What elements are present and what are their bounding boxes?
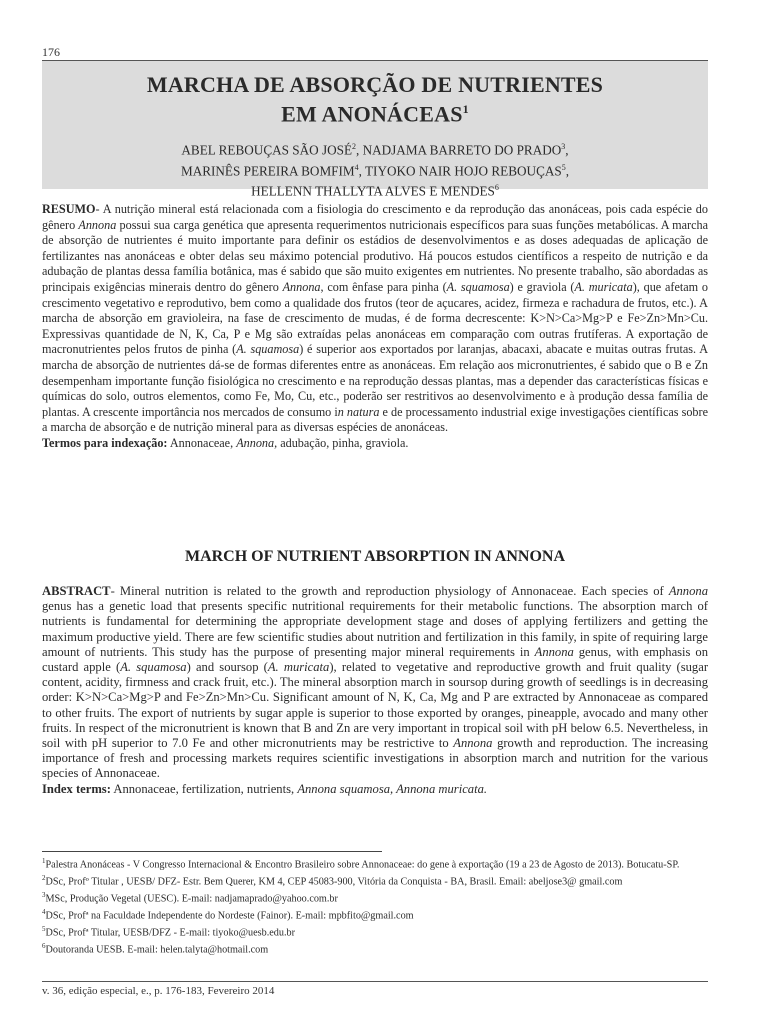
footnote-mark: 4 [42, 907, 46, 916]
footnote-mark: 5 [42, 924, 46, 933]
footnote-mark: 3 [42, 890, 46, 899]
abstract-text: ), related to vegetative and reproductive growth and fruit quality (sugar content, acidity, firmness and crack fruit, etc.). The mineral absorption march in soursop during growth of seedlings is in decreasing order: K>N>Ca>Mg>P and Fe>Zn>Mn>Cu. Significant amount of N, K, Ca, Mg and P are extracted by Annonaceae as compared to other fruits. The export of nutrients by sugar apple is superior to those exported by oranges, pineapple, avocado and many other fruits. In respect of the micronutrient is known that B and Zn are very important in tropical soil with pH below 6.5. Nevertheless, in soil with pH superior to 7.0 Fe and other micronutrients may be restrictive to [42, 660, 709, 751]
author-footnote-mark: 6 [494, 183, 499, 193]
author-footnote-mark: 4 [354, 162, 359, 172]
abstract-italic: Annona [453, 736, 493, 751]
resumo-text: , com ênfase para pinha ( [320, 279, 447, 294]
abstract-label: ABSTRACT [42, 584, 111, 598]
author-name: TIYOKO NAIR HOJO REBOUÇAS [365, 163, 562, 179]
footnote-text: DSc, Profª na Faculdade Independente do Nordeste (Fainor). E-mail: mpbfito@gmail.com [45, 910, 414, 922]
author-footnote-mark: 2 [352, 142, 356, 152]
footnote-item [42, 923, 708, 940]
title-line-1: MARCHA DE ABSORÇÃO DE NUTRIENTES [146, 72, 604, 97]
resumo-text: - A nutrição mineral está relacionada com a fisiologia do crescimento e da reprodução das anonáceas, pois cada espécie do gênero [42, 202, 708, 232]
author-footnote-mark: 3 [561, 142, 566, 152]
footnote-rule [42, 851, 382, 852]
footnote-text: Doutoranda UESB. E-mail: helen.talyta@hotmail.com [45, 944, 269, 956]
page-number: 176 [42, 45, 60, 59]
footnote-item [42, 855, 708, 872]
abstract-text: growth and reproduction. The increasing importance of fresh and processing markets requires scientific investigations in absorption march and nutrition for the various species of Annonaceae. [42, 736, 709, 781]
resumo-italic: Annona [282, 279, 321, 294]
index-terms: Annonaceae, fertilization, nutrients, [110, 781, 298, 796]
resumo-text: ) e graviola ( [509, 279, 575, 294]
resumo-italic: A. squamosa [446, 279, 510, 294]
footnote-text: DSc, Profº Titular , UESB/ DFZ- Estr. Bem Querer, KM 4, CEP 45083-900, Vitória da Conquista - BA, Brasil. Email: abeljose3@ gmail.com [45, 876, 623, 888]
author-separator: , [565, 163, 570, 179]
author-footnote-mark: 5 [561, 162, 566, 172]
resumo-italic: Annona [78, 217, 117, 232]
footnote-mark: 1 [42, 857, 46, 865]
index-terms-label: Index terms: [42, 781, 111, 796]
abstract-text: genus has a genetic load that presents specific nutritional requirements for their metabolic functions. The absorption march of nutrients is fundamental for determining the appropriate development stage and doses of applying fertilizers and getting the maximum productive yield. There are few scientific studies about nutrition and fertilization in this family, in spite of requiring large amount of nutrients. This study has the purpose of presenting major mineral requirements in [42, 599, 708, 659]
resumo-terms-label: Termos para indexação: [42, 435, 168, 450]
title-block [42, 61, 708, 199]
title-line-2: EM ANONÁCEAS [281, 101, 463, 127]
resumo-paragraph [42, 202, 708, 452]
resumo-text: e de processamento industrial exige investigações científicas sobre a marcha de absorção e de nutrição mineral para as diversas espécies de anonáceas. [42, 404, 708, 435]
abstract-italic: A. squamosa [120, 660, 187, 675]
resumo-text: ) é superior aos exportados por laranjas, abacaxi, abacate e muitas outras frutas. A marcha de absorção de nutrientes dá-se de formas diferentes entre as anonáceas. Em relação aos micronutrientes, é sabido que o B e Zn desempenham importante função fisiológica no crescimento e na reprodução dessas plantas, mas a depender das características físicas e químicas do solo, outros elementos, como Fe, Mo, Cu, etc., poderão ser restritivos ao desenvolvimento e à produção dessa família de plantas. A crescente importância nos mercados de consumo i [42, 342, 709, 419]
abstract-text: ) and soursop ( [186, 660, 268, 675]
index-terms-italic: Annona squamosa, Annona muricata. [297, 781, 488, 796]
footer-rule [42, 981, 708, 982]
author-list [42, 138, 708, 199]
author-separator: , [565, 142, 569, 158]
resumo-italic: A. squamosa [236, 342, 300, 357]
author-name: ABEL REBOUÇAS SÃO JOSÉ [181, 142, 352, 158]
article-title [42, 73, 708, 126]
abstract-paragraph [42, 584, 708, 797]
author-name: HELLENN THALLYTA ALVES E MENDES [251, 183, 495, 199]
footnote-item [42, 872, 708, 889]
abstract-text: - Mineral nutrition is related to the growth and reproduction physiology of Annonaceae. Each species of [110, 584, 669, 598]
footnote-item [42, 889, 708, 906]
resumo-terms: Annonaceae, [167, 435, 237, 450]
abstract-text: genus, with emphasis on custard apple ( [42, 644, 708, 675]
footnote-text: MSc, Produção Vegetal (UESC). E-mail: nadjamaprado@yahoo.com.br [45, 893, 338, 905]
abstract-italic: Annona [534, 644, 574, 659]
author-name: NADJAMA BARRETO DO PRADO [362, 142, 562, 158]
resumo-label: RESUMO [42, 202, 96, 216]
footnote-mark: 6 [42, 941, 46, 950]
footnote-text: DSc, Profª Titular, UESB/DFZ - E-mail: tiyoko@uesb.edu.br [45, 927, 295, 939]
resumo-terms: adubação, pinha, graviola. [277, 435, 409, 450]
journal-citation: v. 36, edição especial, e., p. 176-183, Fevereiro 2014 [42, 985, 275, 997]
footnote-mark: 2 [42, 873, 46, 882]
title-footnote-mark: 1 [462, 102, 469, 116]
english-title: MARCH OF NUTRIENT ABSORPTION IN ANNONA [184, 548, 566, 565]
footnote-text: Palestra Anonáceas - V Congresso Internacional & Encontro Brasileiro sobre Annonaceae: do gene à exportação (19 a 23 de Agosto de 2013). Botucatu-SP. [45, 859, 680, 871]
author-separator: , [356, 142, 363, 158]
resumo-text: possui sua carga genética que apresenta requerimentos nutricionais específicos para suas funções metabólicas. A marcha de absorção de nutrientes é muito importante para definir os estádios de desenvolvimentos e as doses adequadas de aplicação de fertilizantes nas anonáceas e obter delas seu máximo potencial produtivo. Há poucos estudos científicos a respeito de nutrição e da adubação de plantas dessa família botânica, mas é sabido que são muito exigentes em nutrientes. No presente trabalho, são abordadas as principais exigências minerais dentro do gênero [42, 217, 708, 294]
footnote-item [42, 906, 708, 923]
abstract-italic: A. muricata [267, 660, 330, 675]
abstract-italic: Annona [668, 584, 708, 598]
footnote-item [42, 940, 708, 957]
resumo-text: ), que afetam o crescimento vegetativo e reprodutivo, bem como a qualidade dos frutos (teor de açucares, acidez, firmeza e rachadura de frutos, etc.). A marcha de absorção em gravioleira, na fase de crescimento de mudas, é de forma decrescente: K>N>Ca>Mg>P e Fe>Zn>Mn>Cu. Expressivas quantidade de N, K, Ca, P e Mg são extraídas pelas anonáceas em comparação com outras frutíferas. A exportação de macronutrientes pelos frutos de pinha ( [42, 279, 709, 357]
author-name: MARINÊS PEREIRA BOMFIM [180, 163, 355, 179]
resumo-italic: A. muricata [574, 279, 633, 294]
author-separator: , [358, 163, 365, 179]
resumo-italic: n natura [337, 404, 380, 419]
footnotes [42, 855, 708, 957]
resumo-terms-italic: Annona, [236, 435, 278, 450]
